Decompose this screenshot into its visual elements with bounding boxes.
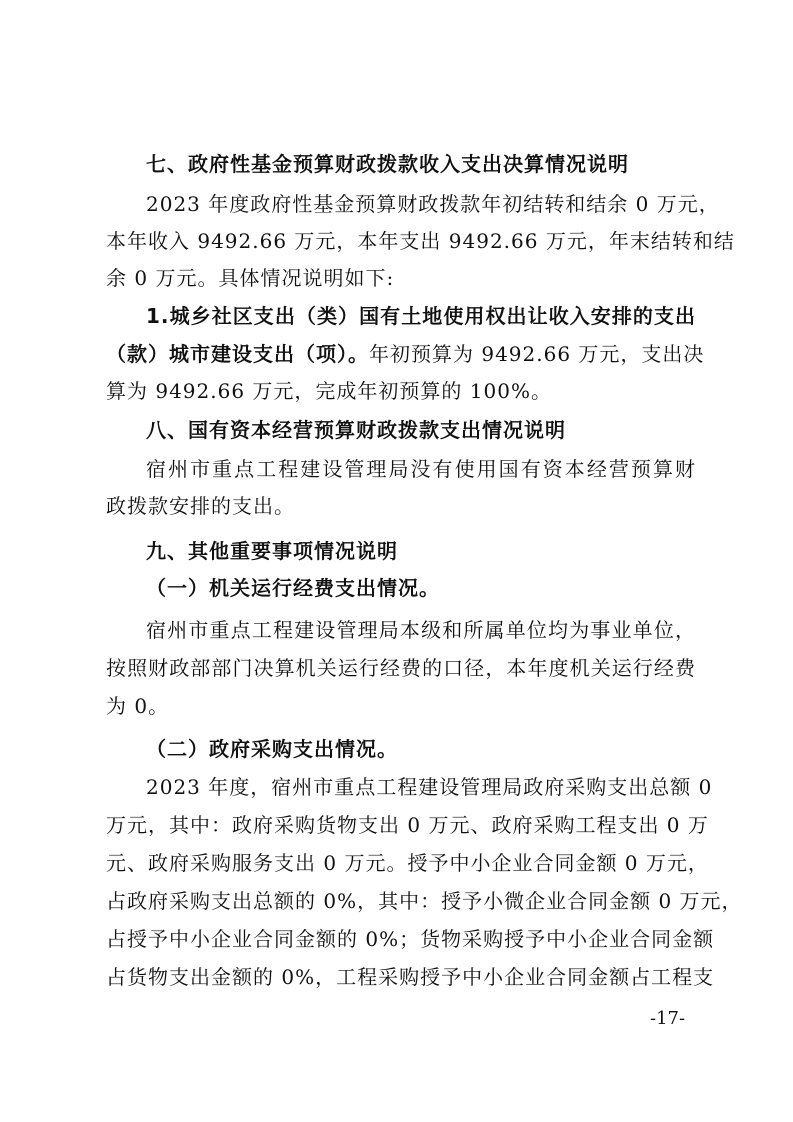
paragraph-line: 算为 9492.66 万元，完成年初预算的 100%。 [106, 379, 552, 403]
paragraph-line: 元、政府采购服务支出 0 万元。授予中小企业合同金额 0 万元， [106, 851, 709, 875]
paragraph-line: 占政府采购支出总额的 0%，其中：授予小微企业合同金额 0 万元， [106, 889, 743, 913]
item-bold-heading: 1.城乡社区支出（类）国有土地使用权出让收入安排的支出 [146, 304, 696, 328]
paragraph-line: 余 0 万元。具体情况说明如下: [106, 266, 395, 290]
paragraph-line: 政拨款安排的支出。 [106, 494, 295, 518]
paragraph-line: 宿州市重点工程建设管理局没有使用国有资本经营预算财 [146, 457, 696, 481]
paragraph-line: 本年收入 9492.66 万元，本年支出 9492.66 万元，年末结转和结 [106, 229, 735, 253]
paragraph-line: 占授予中小企业合同金额的 0%；货物采购授予中小企业合同金额 [106, 927, 715, 951]
paragraph-line: 2023 年度政府性基金预算财政拨款年初结转和结余 0 万元， [146, 192, 720, 216]
paragraph-line: 占货物支出金额的 0%，工程采购授予中小企业合同金额占工程支 [106, 965, 715, 989]
paragraph-line: 2023 年度，宿州市重点工程建设管理局政府采购支出总额 0 [146, 775, 713, 799]
item-line [106, 340, 705, 368]
item-text: 年初预算为 9492.66 万元，支出决 [369, 342, 705, 366]
paragraph-line: 宿州市重点工程建设管理局本级和所属单位均为事业单位， [146, 618, 696, 642]
page-number: -17- [650, 1008, 686, 1029]
section-heading-8: 八、国有资本经营预算财政拨款支出情况说明 [146, 418, 566, 442]
item-bold-heading: （款）城市建设支出（项）。 [106, 342, 369, 366]
paragraph-line: 万元，其中：政府采购货物支出 0 万元、政府采购工程支出 0 万 [106, 813, 709, 837]
section-heading-9: 九、其他重要事项情况说明 [146, 539, 398, 563]
section-heading-7: 七、政府性基金预算财政拨款收入支出决算情况说明 [146, 152, 629, 176]
paragraph-line: 按照财政部部门决算机关运行经费的口径，本年度机关运行经费 [106, 656, 696, 680]
subsection-heading: （二）政府采购支出情况。 [146, 737, 398, 761]
paragraph-line: 为 0。 [106, 694, 170, 718]
subsection-heading: （一）机关运行经费支出情况。 [146, 576, 440, 600]
